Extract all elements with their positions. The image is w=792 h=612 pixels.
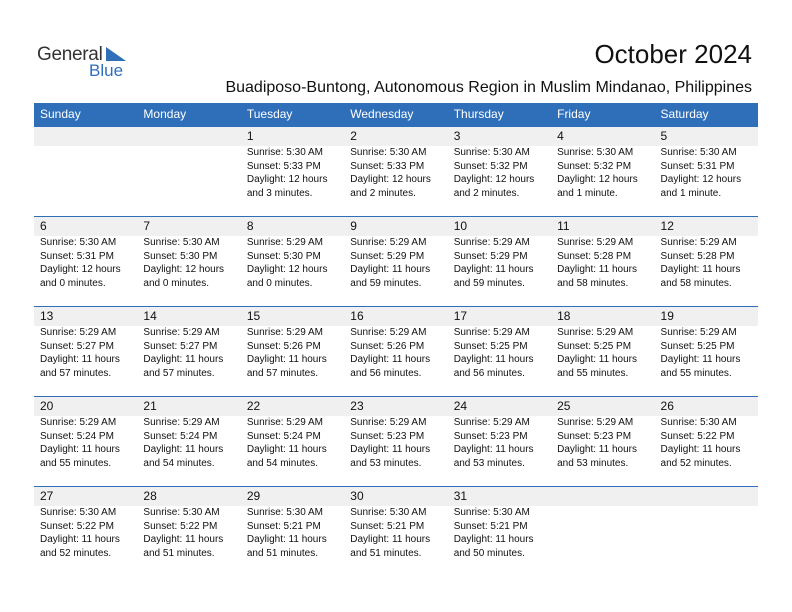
sunset-text: Sunset: 5:33 PM (350, 160, 425, 172)
daylight-text: Daylight: 12 hours (453, 174, 535, 185)
day-number: 10 (448, 217, 551, 236)
daylight-text: Daylight: 11 hours (143, 534, 224, 545)
day-number: 16 (344, 307, 447, 326)
day-number: 17 (448, 307, 551, 326)
sunset-text: Sunset: 5:25 PM (557, 340, 632, 352)
sunset-text: Sunset: 5:29 PM (453, 250, 528, 262)
day-number: 26 (655, 397, 758, 416)
daylight-text: Daylight: 12 hours (40, 264, 121, 275)
daylight-text: and 1 minute. (557, 187, 618, 199)
sunset-text: Sunset: 5:21 PM (246, 520, 321, 532)
day-number (655, 487, 758, 506)
day-cell (551, 127, 654, 216)
daylight-text: Daylight: 11 hours (660, 444, 741, 455)
sunrise-text: Sunrise: 5:29 AM (350, 237, 427, 248)
daylight-text: Daylight: 11 hours (557, 354, 637, 365)
daylight-text: Daylight: 12 hours (143, 264, 225, 275)
sunrise-text: Sunrise: 5:29 AM (557, 417, 634, 428)
sunrise-text: Sunrise: 5:29 AM (660, 237, 737, 248)
day-cell (655, 307, 758, 396)
daylight-text: and 56 minutes. (350, 367, 422, 379)
day-number (551, 487, 654, 506)
daylight-text: and 53 minutes. (557, 457, 629, 469)
sunrise-text: Sunrise: 5:29 AM (350, 417, 427, 428)
daylight-text: Daylight: 11 hours (40, 444, 120, 455)
day-number: 20 (34, 397, 137, 416)
day-number: 21 (137, 397, 240, 416)
sunset-text: Sunset: 5:32 PM (453, 160, 528, 172)
daylight-text: and 54 minutes. (143, 457, 215, 469)
sunrise-text: Sunrise: 5:29 AM (40, 327, 117, 338)
day-cell (448, 487, 551, 576)
daylight-text: Daylight: 12 hours (660, 174, 742, 185)
sunset-text: Sunset: 5:24 PM (246, 430, 321, 442)
day-number (137, 127, 240, 146)
day-number (34, 127, 137, 146)
sunrise-text: Sunrise: 5:29 AM (246, 417, 323, 428)
day-cell (241, 307, 344, 396)
weekday-header: Sunday (40, 107, 81, 121)
day-number: 18 (551, 307, 654, 326)
day-cell (34, 397, 137, 486)
day-number: 2 (344, 127, 447, 146)
daylight-text: Daylight: 12 hours (246, 174, 328, 185)
sunrise-text: Sunrise: 5:30 AM (246, 507, 323, 518)
daylight-text: and 53 minutes. (350, 457, 422, 469)
day-number: 22 (241, 397, 344, 416)
sunset-text: Sunset: 5:31 PM (40, 250, 114, 262)
daylight-text: and 2 minutes. (350, 187, 416, 199)
day-number: 7 (137, 217, 240, 236)
day-number: 3 (448, 127, 551, 146)
sunrise-text: Sunrise: 5:30 AM (453, 147, 530, 158)
sunset-text: Sunset: 5:21 PM (453, 520, 528, 532)
day-cell (551, 307, 654, 396)
daylight-text: and 59 minutes. (350, 277, 422, 289)
sunset-text: Sunset: 5:30 PM (143, 250, 218, 262)
daylight-text: Daylight: 11 hours (453, 444, 534, 455)
daylight-text: Daylight: 11 hours (557, 444, 637, 455)
daylight-text: and 55 minutes. (557, 367, 629, 379)
day-number: 12 (655, 217, 758, 236)
daylight-text: Daylight: 12 hours (246, 264, 328, 275)
daylight-text: Daylight: 11 hours (350, 444, 431, 455)
day-cell (448, 127, 551, 216)
sunrise-text: Sunrise: 5:29 AM (453, 327, 530, 338)
day-number: 29 (241, 487, 344, 506)
day-number: 27 (34, 487, 137, 506)
sunset-text: Sunset: 5:25 PM (660, 340, 735, 352)
daylight-text: and 0 minutes. (40, 277, 106, 289)
sunset-text: Sunset: 5:27 PM (40, 340, 114, 352)
sunset-text: Sunset: 5:26 PM (350, 340, 425, 352)
day-number: 28 (137, 487, 240, 506)
daylight-text: and 56 minutes. (453, 367, 525, 379)
daylight-text: and 3 minutes. (246, 187, 313, 199)
day-cell (551, 397, 654, 486)
day-cell (344, 217, 447, 306)
day-cell (448, 217, 551, 306)
sunrise-text: Sunrise: 5:30 AM (40, 507, 117, 518)
logo-triangle-icon (106, 47, 126, 61)
daylight-text: and 0 minutes. (246, 277, 313, 289)
sunset-text: Sunset: 5:30 PM (246, 250, 321, 262)
daylight-text: Daylight: 11 hours (350, 354, 431, 365)
week-row (34, 396, 758, 486)
day-cell (137, 487, 240, 576)
sunset-text: Sunset: 5:22 PM (143, 520, 218, 532)
sunset-text: Sunset: 5:23 PM (557, 430, 632, 442)
day-number: 8 (241, 217, 344, 236)
day-number: 4 (551, 127, 654, 146)
daylight-text: Daylight: 11 hours (350, 534, 431, 545)
weekday-header: Monday (143, 107, 187, 121)
weekday-header: Tuesday (246, 107, 293, 121)
daylight-text: and 58 minutes. (660, 277, 732, 289)
empty-day-cell (551, 487, 654, 576)
daylight-text: Daylight: 11 hours (246, 354, 327, 365)
logo-text-blue: Blue (89, 61, 124, 80)
sunrise-text: Sunrise: 5:30 AM (246, 147, 323, 158)
daylight-text: and 57 minutes. (143, 367, 215, 379)
sunrise-text: Sunrise: 5:29 AM (453, 417, 530, 428)
sunrise-text: Sunrise: 5:30 AM (660, 147, 737, 158)
day-number: 24 (448, 397, 551, 416)
weekday-header: Wednesday (350, 107, 414, 121)
daylight-text: Daylight: 11 hours (350, 264, 431, 275)
day-number: 19 (655, 307, 758, 326)
daylight-text: and 52 minutes. (660, 457, 732, 469)
day-cell (344, 397, 447, 486)
day-cell (344, 487, 447, 576)
day-cell (137, 307, 240, 396)
location-subtitle: Buadiposo-Buntong, Autonomous Region in Muslim Mindanao, Philippines (225, 79, 752, 96)
day-number: 1 (241, 127, 344, 146)
week-row (34, 486, 758, 576)
daylight-text: Daylight: 11 hours (40, 354, 120, 365)
daylight-text: Daylight: 12 hours (350, 174, 431, 185)
sunrise-text: Sunrise: 5:29 AM (143, 417, 220, 428)
empty-day-cell (137, 127, 240, 216)
day-cell (344, 307, 447, 396)
logo-text-general: General (37, 44, 103, 65)
daylight-text: and 55 minutes. (660, 367, 732, 379)
day-cell (241, 487, 344, 576)
day-cell (655, 127, 758, 216)
day-number: 9 (344, 217, 447, 236)
daylight-text: Daylight: 11 hours (143, 354, 224, 365)
daylight-text: and 57 minutes. (40, 367, 112, 379)
daylight-text: and 2 minutes. (453, 187, 520, 199)
sunrise-text: Sunrise: 5:30 AM (453, 507, 530, 518)
day-cell (448, 307, 551, 396)
sunrise-text: Sunrise: 5:30 AM (143, 507, 220, 518)
week-row (34, 306, 758, 396)
day-number: 14 (137, 307, 240, 326)
day-number: 23 (344, 397, 447, 416)
daylight-text: and 58 minutes. (557, 277, 629, 289)
sunset-text: Sunset: 5:29 PM (350, 250, 425, 262)
daylight-text: Daylight: 11 hours (246, 444, 327, 455)
weekday-header: Saturday (660, 107, 709, 121)
sunset-text: Sunset: 5:26 PM (246, 340, 321, 352)
day-cell (551, 217, 654, 306)
day-cell (344, 127, 447, 216)
logo (37, 44, 137, 80)
weekday-header: Friday (557, 107, 591, 121)
week-row (34, 216, 758, 306)
sunset-text: Sunset: 5:22 PM (40, 520, 114, 532)
daylight-text: and 52 minutes. (40, 547, 112, 559)
daylight-text: Daylight: 12 hours (557, 174, 638, 185)
weekday-header-row (34, 103, 758, 126)
daylight-text: Daylight: 11 hours (40, 534, 120, 545)
page-title: October 2024 (594, 39, 752, 69)
sunrise-text: Sunrise: 5:29 AM (40, 417, 117, 428)
sunset-text: Sunset: 5:25 PM (453, 340, 528, 352)
sunset-text: Sunset: 5:24 PM (40, 430, 114, 442)
daylight-text: and 55 minutes. (40, 457, 112, 469)
day-cell (34, 217, 137, 306)
empty-day-cell (34, 127, 137, 216)
daylight-text: Daylight: 11 hours (660, 354, 741, 365)
weeks-container (34, 126, 758, 576)
sunrise-text: Sunrise: 5:29 AM (246, 237, 323, 248)
sunset-text: Sunset: 5:21 PM (350, 520, 425, 532)
day-cell (448, 397, 551, 486)
empty-day-cell (655, 487, 758, 576)
sunrise-text: Sunrise: 5:29 AM (453, 237, 530, 248)
day-number: 25 (551, 397, 654, 416)
daylight-text: and 0 minutes. (143, 277, 210, 289)
day-cell (241, 397, 344, 486)
daylight-text: and 51 minutes. (350, 547, 422, 559)
daylight-text: and 53 minutes. (453, 457, 525, 469)
daylight-text: Daylight: 11 hours (557, 264, 637, 275)
sunset-text: Sunset: 5:33 PM (246, 160, 321, 172)
sunrise-text: Sunrise: 5:29 AM (350, 327, 427, 338)
day-number: 30 (344, 487, 447, 506)
weekday-header: Thursday (453, 107, 504, 121)
daylight-text: and 59 minutes. (453, 277, 525, 289)
daylight-text: and 51 minutes. (143, 547, 215, 559)
sunset-text: Sunset: 5:23 PM (453, 430, 528, 442)
day-number: 6 (34, 217, 137, 236)
day-cell (241, 217, 344, 306)
daylight-text: and 54 minutes. (246, 457, 319, 469)
sunset-text: Sunset: 5:27 PM (143, 340, 218, 352)
daylight-text: Daylight: 11 hours (453, 264, 534, 275)
daylight-text: and 57 minutes. (246, 367, 319, 379)
sunrise-text: Sunrise: 5:29 AM (557, 327, 634, 338)
day-cell (241, 127, 344, 216)
day-number: 15 (241, 307, 344, 326)
day-cell (34, 307, 137, 396)
daylight-text: Daylight: 11 hours (246, 534, 327, 545)
sunrise-text: Sunrise: 5:29 AM (660, 327, 737, 338)
daylight-text: and 1 minute. (660, 187, 722, 199)
sunrise-text: Sunrise: 5:30 AM (40, 237, 117, 248)
daylight-text: and 51 minutes. (246, 547, 319, 559)
day-number: 31 (448, 487, 551, 506)
sunset-text: Sunset: 5:23 PM (350, 430, 425, 442)
sunrise-text: Sunrise: 5:30 AM (350, 147, 427, 158)
sunrise-text: Sunrise: 5:29 AM (557, 237, 634, 248)
sunset-text: Sunset: 5:32 PM (557, 160, 632, 172)
daylight-text: and 50 minutes. (453, 547, 525, 559)
daylight-text: Daylight: 11 hours (660, 264, 741, 275)
day-number: 13 (34, 307, 137, 326)
day-cell (655, 217, 758, 306)
daylight-text: Daylight: 11 hours (453, 354, 534, 365)
day-number: 5 (655, 127, 758, 146)
daylight-text: Daylight: 11 hours (453, 534, 534, 545)
sunset-text: Sunset: 5:22 PM (660, 430, 735, 442)
calendar-grid (34, 103, 758, 576)
sunset-text: Sunset: 5:31 PM (660, 160, 735, 172)
day-cell (655, 397, 758, 486)
day-cell (137, 397, 240, 486)
day-cell (34, 487, 137, 576)
sunrise-text: Sunrise: 5:29 AM (143, 327, 220, 338)
sunset-text: Sunset: 5:24 PM (143, 430, 218, 442)
sunset-text: Sunset: 5:28 PM (557, 250, 632, 262)
sunset-text: Sunset: 5:28 PM (660, 250, 735, 262)
sunrise-text: Sunrise: 5:30 AM (143, 237, 220, 248)
week-row (34, 126, 758, 216)
sunrise-text: Sunrise: 5:30 AM (660, 417, 737, 428)
sunrise-text: Sunrise: 5:30 AM (557, 147, 634, 158)
day-number: 11 (551, 217, 654, 236)
sunrise-text: Sunrise: 5:30 AM (350, 507, 427, 518)
sunrise-text: Sunrise: 5:29 AM (246, 327, 323, 338)
daylight-text: Daylight: 11 hours (143, 444, 224, 455)
day-cell (137, 217, 240, 306)
